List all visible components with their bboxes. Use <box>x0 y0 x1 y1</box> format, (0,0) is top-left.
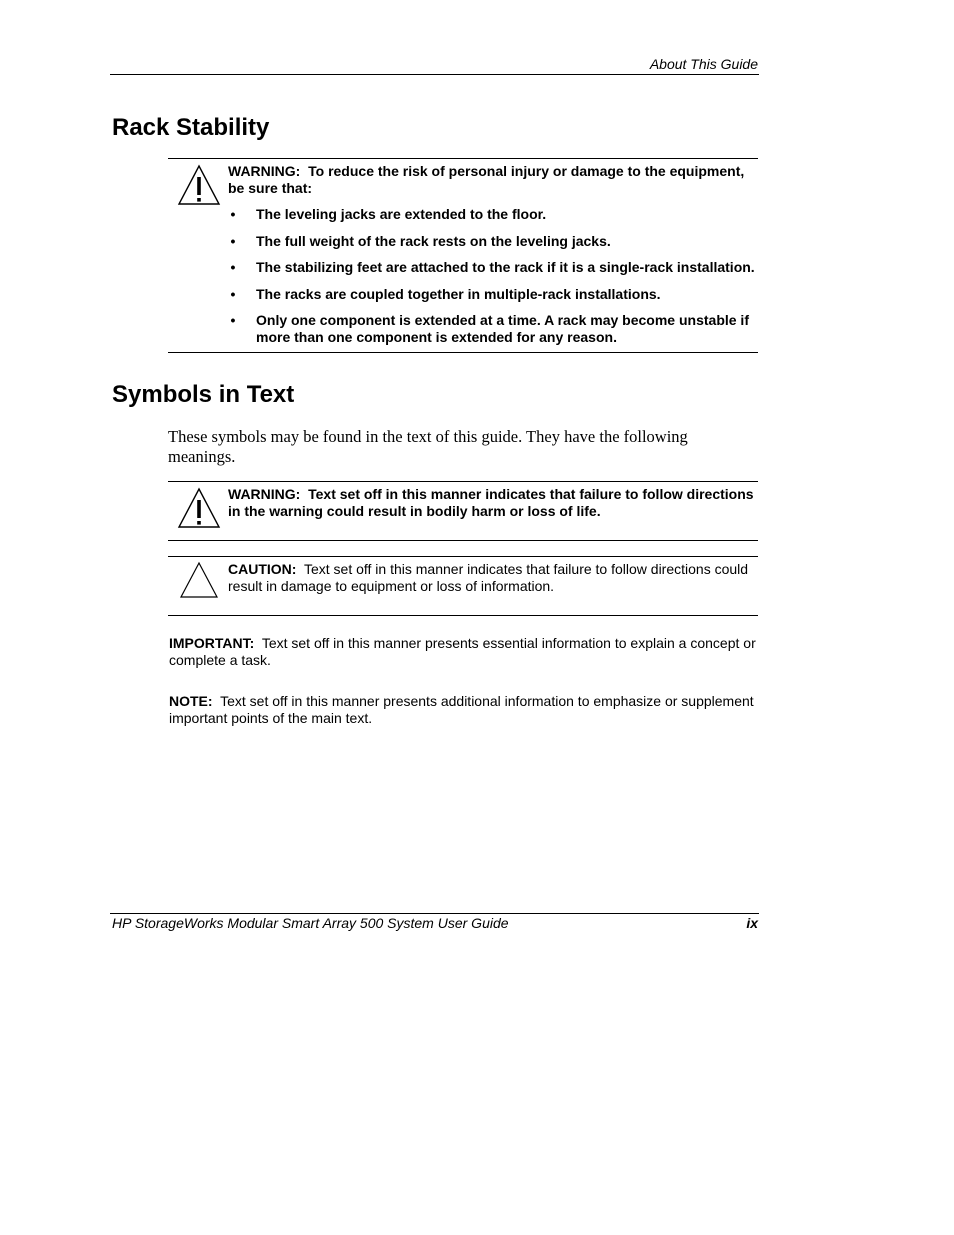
note-description: Text set off in this manner presents additional information to emphasize or supplement important points of the main text. <box>169 693 754 726</box>
list-item <box>228 206 758 223</box>
symbols-warning-text <box>228 486 758 520</box>
bullet-dot: • <box>230 312 236 328</box>
list-item <box>228 233 758 250</box>
important-paragraph <box>169 635 759 668</box>
note-label: NOTE: <box>169 693 213 709</box>
rack-stability-list <box>228 206 758 356</box>
note-paragraph <box>169 693 759 726</box>
symbols-in-text-heading: Symbols in Text <box>112 381 295 408</box>
list-item-text: The racks are coupled together in multiple-rack installations. <box>256 285 661 302</box>
list-item-text: The leveling jacks are extended to the floor. <box>256 206 547 222</box>
symbols-caution-text <box>228 561 758 595</box>
list-item-text: The full weight of the rack rests on the leveling jacks. <box>256 232 611 249</box>
running-header: About This Guide <box>649 56 758 72</box>
bullet-dot: • <box>230 285 236 302</box>
footer-title: HP StorageWorks Modular Smart Array 500 System User Guide <box>112 915 509 931</box>
bullet-dot: • <box>230 206 236 222</box>
caution-label: CAUTION: <box>228 561 297 577</box>
list-item-text: The stabilizing feet are attached to the rack if it is a single-rack installation. <box>256 259 755 275</box>
warning-triangle-exclamation-icon <box>177 486 221 530</box>
bullet-dot: • <box>230 259 236 275</box>
caution-triangle-icon <box>177 560 221 604</box>
header-rule <box>110 74 759 75</box>
important-description: Text set off in this manner presents essential information to explain a concept or complete a task. <box>169 635 756 668</box>
symbols-caution-box <box>168 556 758 616</box>
important-label: IMPORTANT: <box>169 635 255 651</box>
symbols-intro-paragraph: These symbols may be found in the text of this guide. They have the following meanings. <box>168 427 688 466</box>
warning-label: WARNING: <box>228 486 301 502</box>
list-item-text: Only one component is extended at a time. A rack may become unstable if more than one component is extended for any reason. <box>256 312 749 345</box>
warning-intro: To reduce the risk of personal injury or damage to the equipment, be sure that: <box>228 163 745 196</box>
footer-rule <box>110 913 759 914</box>
bullet-dot: • <box>230 232 236 249</box>
rack-stability-heading: Rack Stability <box>112 114 270 141</box>
warning-triangle-exclamation-icon <box>177 163 221 207</box>
list-item <box>228 286 758 303</box>
list-item <box>228 312 758 346</box>
rack-stability-warning-box <box>168 158 758 353</box>
caution-description: Text set off in this manner indicates that failure to follow directions could result in damage to equipment or loss of information. <box>228 561 749 594</box>
symbols-warning-box <box>168 481 758 541</box>
page-number: ix <box>746 915 758 931</box>
warning-description: Text set off in this manner indicates that failure to follow directions in the warning could result in bodily harm or loss of life. <box>228 486 754 519</box>
list-item <box>228 259 758 276</box>
rack-warning-text <box>228 163 758 197</box>
warning-label: WARNING: <box>228 163 301 179</box>
